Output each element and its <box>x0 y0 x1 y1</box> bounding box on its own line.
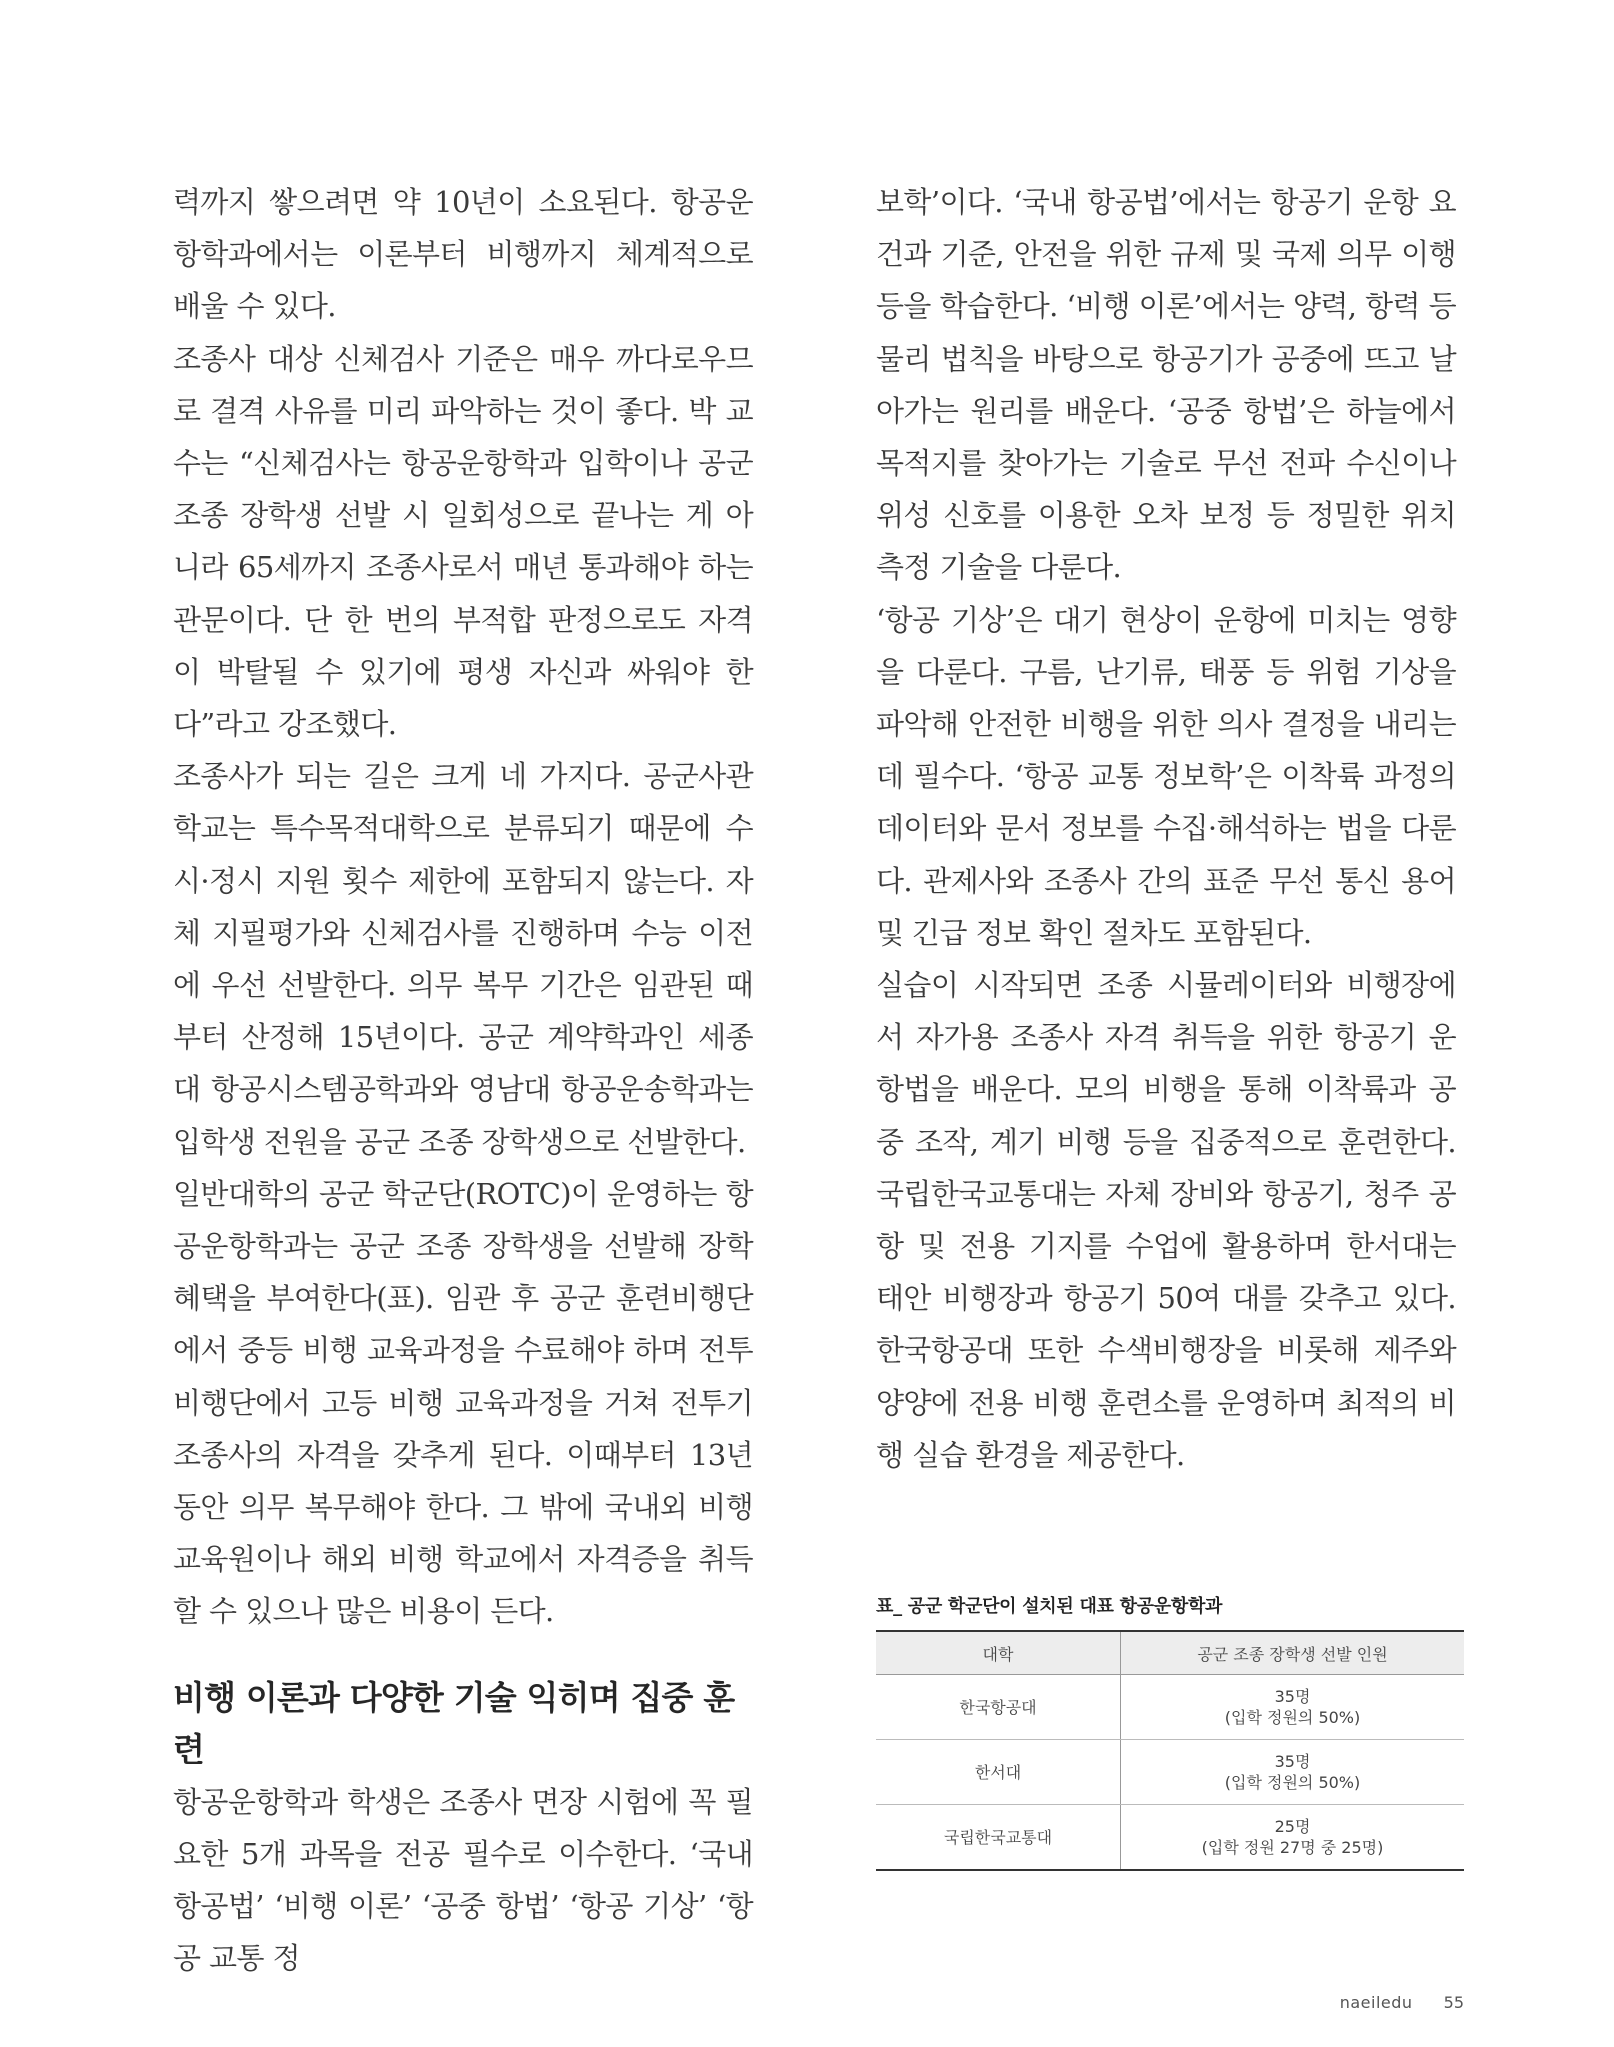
school-cell: 한국항공대 <box>876 1675 1121 1740</box>
table-block <box>876 1592 1464 1871</box>
body-paragraph: ‘항공 기상’은 대기 현상이 운항에 미치는 영향을 다룬다. 구름, 난기류, 태풍 등 위험 기상을 파악해 안전한 비행을 위한 의사 결정을 내리는 데 필수다. ‘항공 교통 정보학’은 이착륙 과정의 데이터와 문서 정보를 수집·해석하는 법을 다룬다. 관제사와 조종사 간의 표준 무선 통신 용어 및 긴급 정보 확인 절차도 포함된다. <box>876 602 1456 950</box>
magazine-name: naeiledu <box>1339 1993 1413 2012</box>
body-paragraph: 일반대학의 공군 학군단(ROTC)이 운영하는 항공운항학과는 공군 조종 장학생을 선발해 장학 혜택을 부여한다(표). 임관 후 공군 훈련비행단에서 중등 비행 교육과정을 수료해야 하며 전투 비행단에서 고등 비행 교육과정을 거쳐 전투기 조종사의 자격을 갖추게 된다. 이때부터 13년 동안 의무 복무해야 한다. 그 밖에 국내외 비행 교육원이나 해외 비행 학교에서 자격증을 취득할 수 있으나 많은 비용이 든다. <box>173 1176 753 1629</box>
body-paragraph: 항공운항학과 학생은 조종사 면장 시험에 꼭 필요한 5개 과목을 전공 필수로 이수한다. ‘국내 항공법’ ‘비행 이론’ ‘공중 항법’ ‘항공 기상’ ‘항공 교통 정 <box>173 1784 753 1976</box>
table-row <box>876 1805 1464 1871</box>
table-row <box>876 1675 1464 1740</box>
count-cell <box>1121 1675 1465 1740</box>
column-header-count: 공군 조종 장학생 선발 인원 <box>1121 1631 1465 1675</box>
count-note: (입학 정원의 50%) <box>1224 1773 1361 1792</box>
column-header-school: 대학 <box>876 1631 1121 1675</box>
count-note: (입학 정원의 50%) <box>1224 1708 1361 1727</box>
count-note: (입학 정원 27명 중 25명) <box>1201 1838 1384 1857</box>
table-header-row <box>876 1631 1464 1675</box>
body-paragraph: 조종사가 되는 길은 크게 네 가지다. 공군사관학교는 특수목적대학으로 분류되기 때문에 수시·정시 지원 횟수 제한에 포함되지 않는다. 자체 지필평가와 신체검사를 진행하며 수능 이전에 우선 선발한다. 의무 복무 기간은 임관된 때부터 산정해 15년이다. 공군 계약학과인 세종대 항공시스템공학과와 영남대 항공운송학과는 입학생 전원을 공군 조종 장학생으로 선발한다. <box>173 759 753 1159</box>
page-number: 55 <box>1443 1993 1464 2012</box>
scholarship-table <box>876 1630 1464 1871</box>
table-row <box>876 1740 1464 1805</box>
body-paragraph: 보학’이다. ‘국내 항공법’에서는 항공기 운항 요건과 기준, 안전을 위한 규제 및 국제 의무 이행 등을 학습한다. ‘비행 이론’에서는 양력, 항력 등 물리 법칙을 바탕으로 항공기가 공중에 뜨고 날아가는 원리를 배운다. ‘공중 항법’은 하늘에서 목적지를 찾아가는 기술로 무선 전파 수신이나 위성 신호를 이용한 오차 보정 등 정밀한 위치 측정 기술을 다룬다. <box>876 185 1456 585</box>
body-paragraph: 력까지 쌓으려면 약 10년이 소요된다. 항공운항학과에서는 이론부터 비행까지 체계적으로 배울 수 있다. <box>173 185 753 324</box>
school-cell: 국립한국교통대 <box>876 1805 1121 1871</box>
body-paragraph: 실습이 시작되면 조종 시뮬레이터와 비행장에서 자가용 조종사 자격 취득을 위한 항공기 운항법을 배운다. 모의 비행을 통해 이착륙과 공중 조작, 계기 비행 등을 집중적으로 훈련한다. 국립한국교통대는 자체 장비와 항공기, 청주 공항 및 전용 기지를 수업에 활용하며 한서대는 태안 비행장과 항공기 50여 대를 갖추고 있다. 한국항공대 또한 수색비행장을 비롯해 제주와 양양에 전용 비행 훈련소를 운영하며 최적의 비행 실습 환경을 제공한다. <box>876 968 1456 1472</box>
count-value: 35명 <box>1274 1687 1311 1706</box>
count-cell <box>1121 1805 1465 1871</box>
table-caption: 표_ 공군 학군단이 설치된 대표 항공운항학과 <box>876 1596 1223 1617</box>
count-value: 35명 <box>1274 1752 1311 1771</box>
section-heading: 비행 이론과 다양한 기술 익히며 집중 훈련 <box>173 1677 735 1769</box>
body-paragraph: 조종사 대상 신체검사 기준은 매우 까다로우므로 결격 사유를 미리 파악하는 것이 좋다. 박 교수는 “신체검사는 항공운항학과 입학이나 공군 조종 장학생 선발 시 일회성으로 끝나는 게 아니라 65세까지 조종사로서 매년 통과해야 하는 관문이다. 단 한 번의 부적합 판정으로도 자격이 박탈될 수 있기에 평생 자신과 싸워야 한다”라고 강조했다. <box>173 341 753 742</box>
right-column <box>876 176 1456 1481</box>
count-cell <box>1121 1740 1465 1805</box>
left-column <box>173 176 753 1985</box>
school-cell: 한서대 <box>876 1740 1121 1805</box>
page-footer <box>1340 1993 1464 2012</box>
count-value: 25명 <box>1274 1817 1311 1836</box>
